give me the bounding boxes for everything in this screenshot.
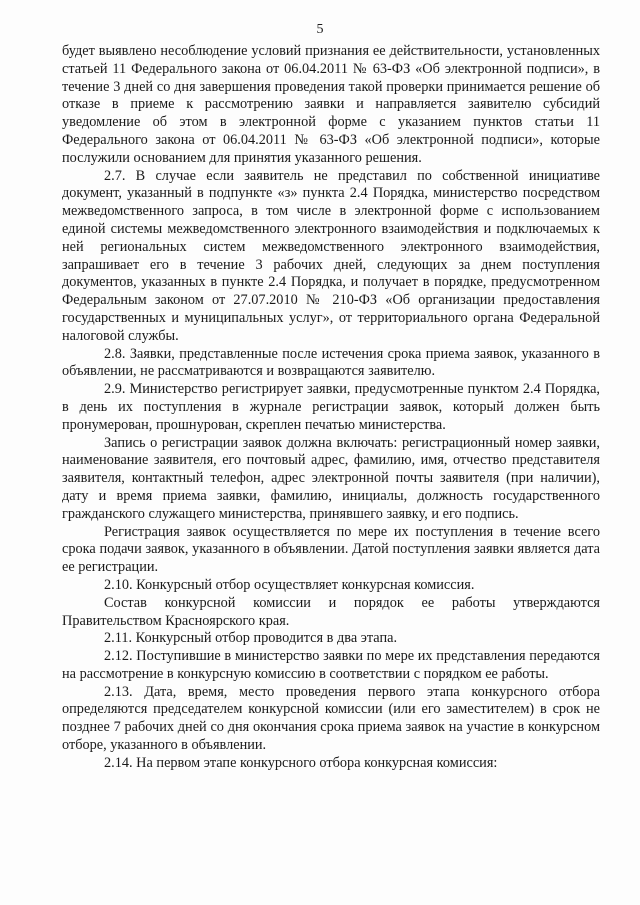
paragraph: Состав конкурсной комиссии и порядок ее работы утверждаются Правительством Красноярского края. — [62, 594, 600, 629]
paragraph: будет выявлено несоблюдение условий признания ее действительности, установленных статьей 11 Федерального закона от 06.04.2011 № 63-ФЗ «Об электронной подписи», в течение 3 дней со дня завершения проведения такой проверки принимается решение об отказе в приеме к рассмотрению заявки и направляется заявителю субсидий уведомление об этом в электронной форме с указанием пунктов статьи 11 Федерального закона от 06.04.2011 № 63-ФЗ «Об электронной подписи», которые послужили основанием для принятия указанного решения. — [62, 43, 600, 166]
paragraph: 2.14. На первом этапе конкурсного отбора конкурсная комиссия: — [104, 754, 498, 771]
paragraph: 2.7. В случае если заявитель не представил по собственной инициативе документ, указанный в подпункте «з» пункта 2.4 Порядка, министерство посредством межведомственного запроса, в том числе в электронной форме с использованием единой системы межведомственного электронного взаимодействия и подключаемых к ней региональных систем межведомственного электронного взаимодействия, запрашивает его в течение 3 рабочих дней, следующих за днем поступления документов, указанных в пункте 2.4 Порядка, и получает в порядке, предусмотренном Федеральным законом от 27.07.2010 № 210-ФЗ «Об организации предоставления государственных и муниципальных услуг», от территориального органа Федеральной налоговой службы. — [62, 167, 600, 344]
paragraph: 2.13. Дата, время, место проведения первого этапа конкурсного отбора определяются председателем конкурсной комиссии (или его заместителем) в срок не позднее 7 рабочих дней со дня окончания срока приема заявок на участие в конкурсном отборе, указанного в объявлении. — [62, 683, 600, 754]
paragraph: 2.12. Поступившие в министерство заявки по мере их представления передаются на рассмотрение в конкурсную комиссию в соответствии с порядком ее работы. — [62, 648, 600, 682]
paragraph: 2.10. Конкурсный отбор осуществляет конкурсная комиссия. — [104, 576, 475, 593]
paragraph: Регистрация заявок осуществляется по мере их поступления в течение всего срока подачи заявок, указанного в объявлении. Датой поступления заявки является дата ее регистрации. — [62, 523, 600, 576]
paragraph: Запись о регистрации заявок должна включать: регистрационный номер заявки, наименование заявителя, его почтовый адрес, фамилию, имя, отчество представителя заявителя, контактный телефон, адрес электронной почты заявителя (при наличии), дату и время приема заявки, фамилию, инициалы, должность государственного гражданского служащего министерства, принявшего заявку, и его подпись. — [62, 434, 600, 522]
paragraph: 2.11. Конкурсный отбор проводится в два этапа. — [104, 630, 398, 647]
page-number: 5 — [316, 22, 324, 37]
document-body — [62, 43, 600, 773]
paragraph: 2.8. Заявки, представленные после истечения срока приема заявок, указанного в объявлении, не рассматриваются и возвращаются заявителю. — [62, 345, 600, 380]
paragraph: 2.9. Министерство регистрирует заявки, предусмотренные пунктом 2.4 Порядка, в день их поступления в журнале регистрации заявок, который должен быть пронумерован, прошнурован, скреплен печатью министерства. — [62, 381, 600, 433]
